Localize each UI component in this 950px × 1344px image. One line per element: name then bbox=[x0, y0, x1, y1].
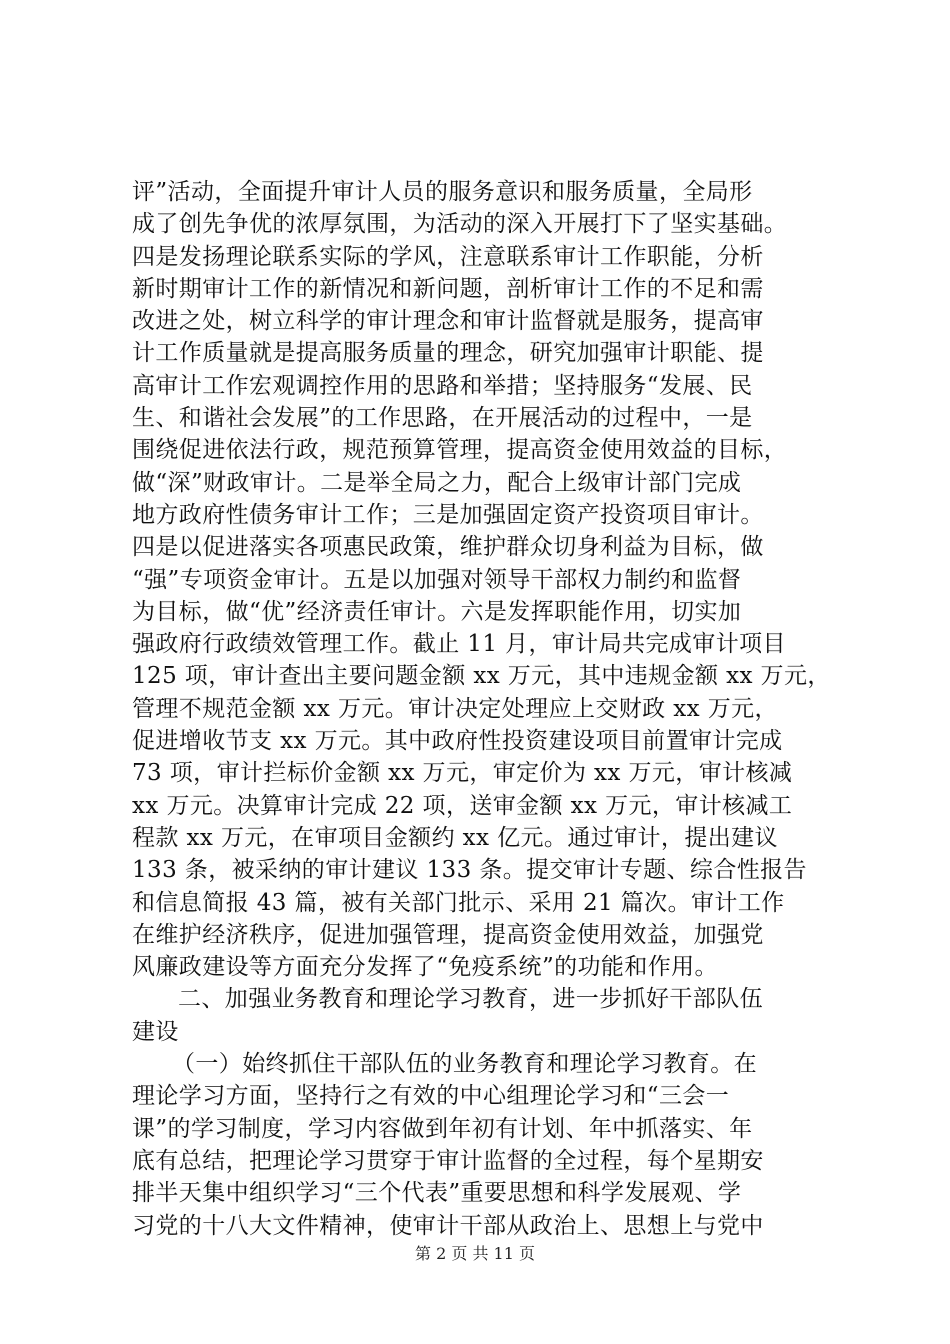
text-line: 生、和谐社会发展”的工作思路，在开展活动的过程中，一是 bbox=[132, 405, 753, 432]
text-line: 73 项，审计拦标价金额 xx 万元，审定价为 xx 万元，审计核减 bbox=[132, 760, 793, 787]
page-footer bbox=[0, 1244, 950, 1264]
text-line: 改进之处，树立科学的审计理念和审计监督就是服务，提高审 bbox=[132, 308, 764, 335]
text-line: 在维护经济秩序，促进加强管理，提高资金使用效益，加强党 bbox=[132, 921, 764, 948]
text-line: 新时期审计工作的新情况和新问题，剖析审计工作的不足和需 bbox=[132, 275, 764, 302]
text-line: 课”的学习制度，学习内容做到年初有计划、年中抓落实、年 bbox=[132, 1115, 753, 1142]
text-line: 强政府行政绩效管理工作。截止 11 月，审计局共完成审计项目 bbox=[132, 631, 786, 658]
text-line: 地方政府性债务审计工作；三是加强固定资产投资项目审计。 bbox=[132, 501, 764, 528]
text-line: 理论学习方面，坚持行之有效的中心组理论学习和“三会一 bbox=[132, 1083, 730, 1110]
body-text bbox=[132, 176, 832, 1242]
text-line: 习党的十八大文件精神，使审计干部从政治上、思想上与党中 bbox=[132, 1212, 764, 1239]
section-heading-line: 建设 bbox=[132, 1018, 179, 1045]
text-line: 为目标，做“优”经济责任审计。六是发挥职能作用，切实加 bbox=[132, 598, 742, 625]
text-line: 做“深”财政审计。二是举全局之力，配合上级审计部门完成 bbox=[132, 469, 742, 496]
text-line: 133 条，被采纳的审计建议 133 条。提交审计专题、综合性报告 bbox=[132, 857, 807, 884]
text-line: 四是以促进落实各项惠民政策，维护群众切身利益为目标，做 bbox=[132, 534, 764, 561]
text-line: 评”活动，全面提升审计人员的服务意识和服务质量，全局形 bbox=[132, 179, 753, 205]
text-line: 125 项，审计查出主要问题金额 xx 万元，其中违规金额 xx 万元， bbox=[132, 663, 831, 690]
page-number-label: 第 2 页 共 11 页 bbox=[415, 1244, 535, 1263]
text-line: 程款 xx 万元，在审项目金额约 xx 亿元。通过审计，提出建议 bbox=[132, 824, 778, 851]
text-line: 四是发扬理论联系实际的学风，注意联系审计工作职能，分析 bbox=[132, 243, 764, 270]
text-line: 围绕促进依法行政，规范预算管理，提高资金使用效益的目标， bbox=[132, 437, 788, 464]
text-line: 排半天集中组织学习“三个代表”重要思想和科学发展观、学 bbox=[132, 1180, 742, 1207]
text-line: 风廉政建设等方面充分发挥了“免疫系统”的功能和作用。 bbox=[132, 954, 718, 981]
text-line: （一）始终抓住干部队伍的业务教育和理论学习教育。在 bbox=[172, 1051, 757, 1078]
text-line: 和信息简报 43 篇，被有关部门批示、采用 21 篇次。审计工作 bbox=[132, 889, 785, 916]
section-heading-line: 二、加强业务教育和理论学习教育，进一步抓好干部队伍 bbox=[178, 986, 763, 1013]
text-line: 管理不规范金额 xx 万元。审计决定处理应上交财政 xx 万元， bbox=[132, 695, 778, 722]
text-line: 高审计工作宏观调控作用的思路和举措；坚持服务“发展、民 bbox=[132, 372, 753, 399]
text-line: 计工作质量就是提高服务质量的理念，研究加强审计职能、提 bbox=[132, 340, 764, 367]
text-line: 底有总结，把理论学习贯穿于审计监督的全过程，每个星期安 bbox=[132, 1147, 764, 1174]
text-line: xx 万元。决算审计完成 22 项，送审金额 xx 万元，审计核减工 bbox=[132, 792, 793, 819]
text-line: 成了创先争优的浓厚氛围，为活动的深入开展打下了坚实基础。 bbox=[132, 211, 788, 238]
text-line: 促进增收节支 xx 万元。其中政府性投资建设项目前置审计完成 bbox=[132, 728, 783, 755]
text-line: “强”专项资金审计。五是以加强对领导干部权力制约和监督 bbox=[132, 566, 742, 593]
